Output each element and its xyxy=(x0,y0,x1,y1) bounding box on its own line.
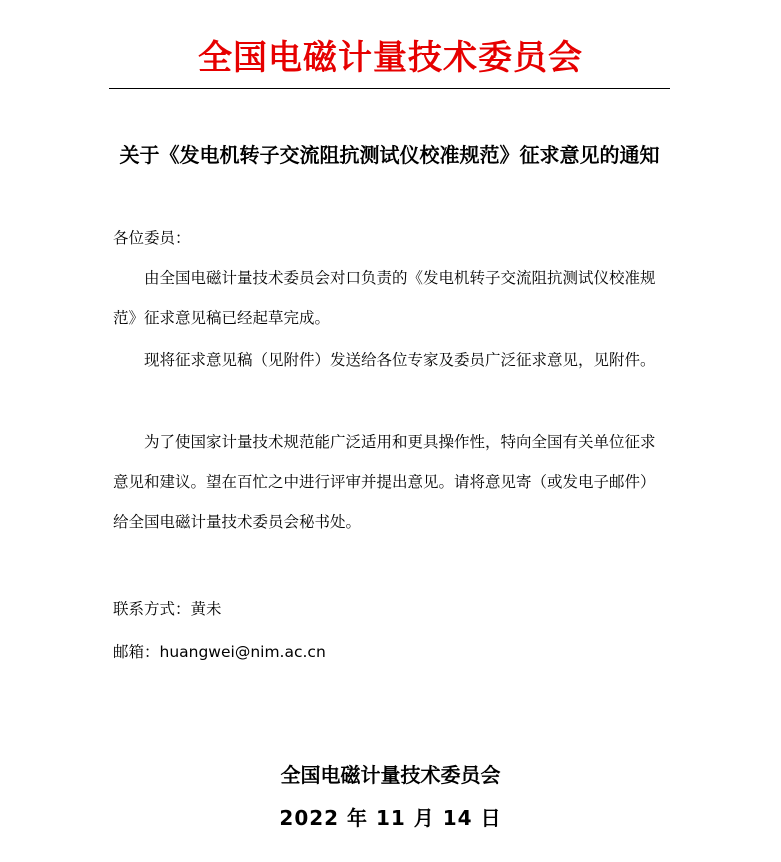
notice-title: 关于《发电机转子交流阻抗测试仪校准规范》征求意见的通知 xyxy=(119,143,660,167)
contact-person: 联系方式：黄未 xyxy=(113,600,222,618)
signature-date: 2022 年 11 月 14 日 xyxy=(279,806,502,830)
salutation: 各位委员： xyxy=(113,229,191,247)
paragraph-2: 现将征求意见稿（见附件）发送给各位专家及委员广泛征求意见，见附件。 xyxy=(144,351,656,369)
contact-email: 邮箱：huangwei@nim.ac.cn xyxy=(113,643,326,661)
letterhead-title: 全国电磁计量技术委员会 xyxy=(198,38,583,78)
header-divider xyxy=(109,88,670,89)
paragraph-1: 由全国电磁计量技术委员会对口负责的《发电机转子交流阻抗测试仪校准规范》征求意见稿已经起草完成。 xyxy=(113,269,656,327)
signature-organization: 全国电磁计量技术委员会 xyxy=(280,763,501,787)
paragraph-3: 为了使国家计量技术规范能广泛适用和更具操作性，特向全国有关单位征求意见和建议。望在百忙之中进行评审并提出意见。请将意见寄（或发电子邮件）给全国电磁计量技术委员会秘书处。 xyxy=(113,433,656,531)
